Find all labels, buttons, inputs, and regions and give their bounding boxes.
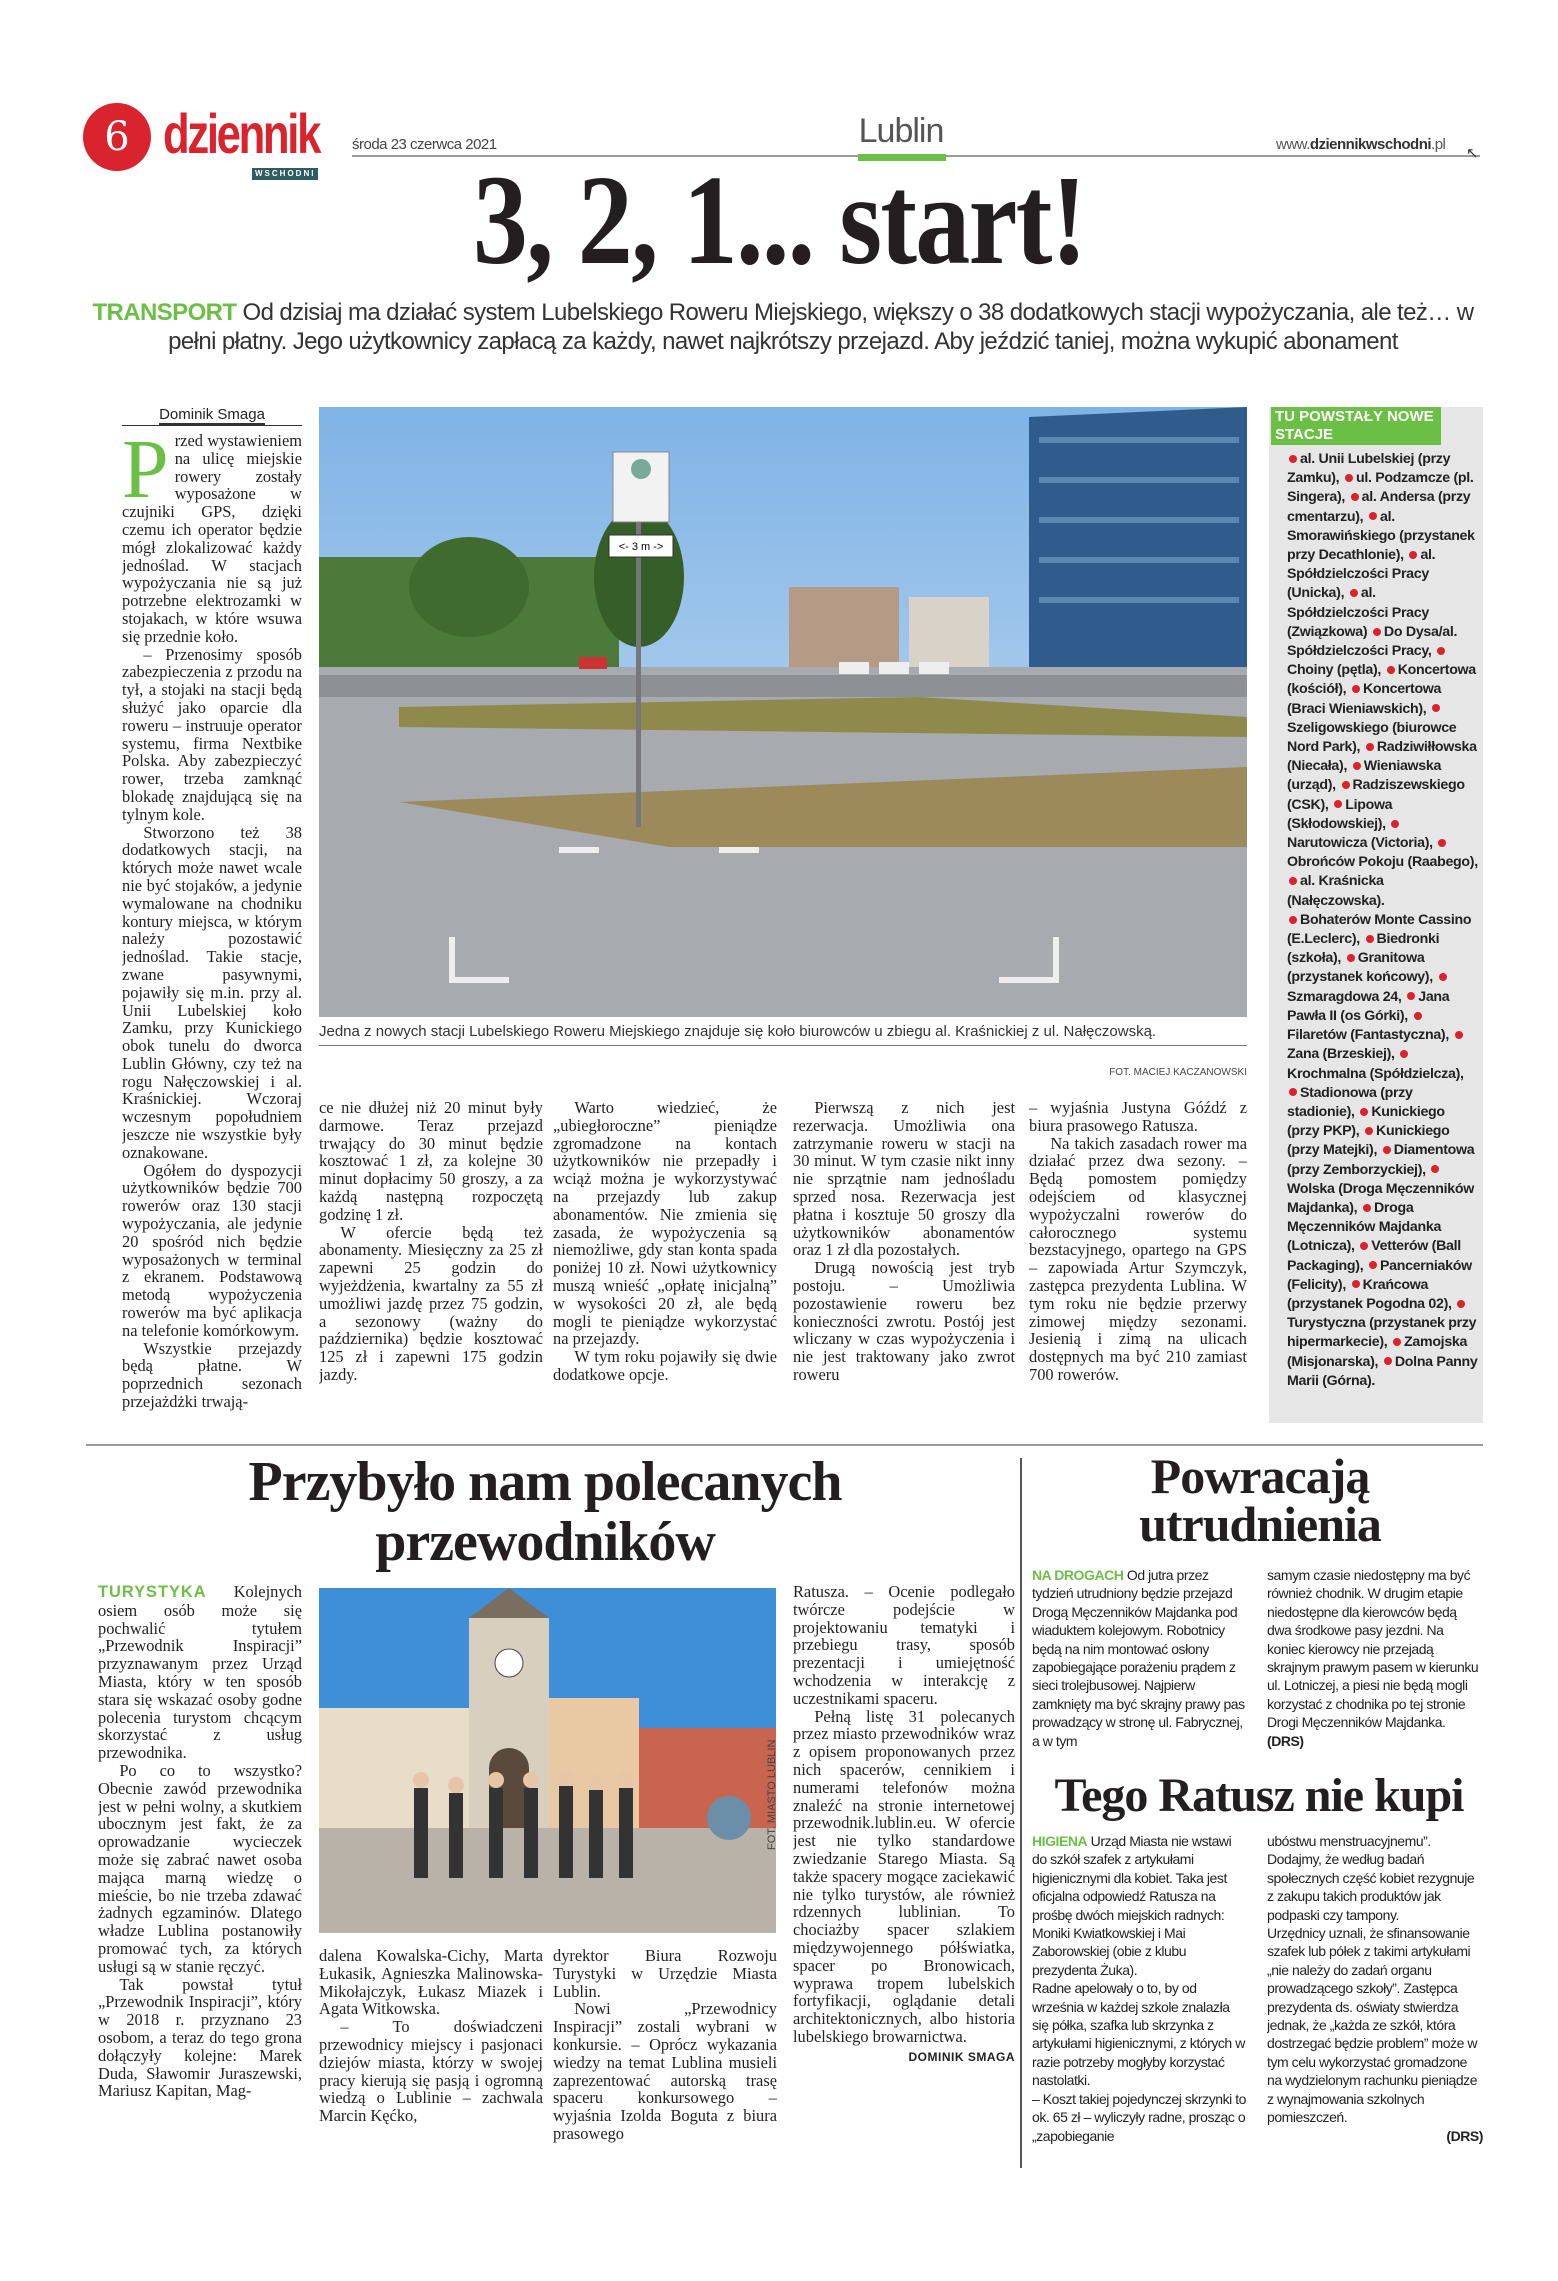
station-item: Krańcowa (przystanek Pogodna 02),	[1287, 1276, 1452, 1312]
paragraph: dyrektor Biura Rozwoju Turystyki w Urzędzie Miasta Lublin.	[553, 1947, 777, 2001]
bullet-icon	[1289, 1088, 1297, 1096]
bullet-icon	[1345, 474, 1353, 482]
station-item: Filaretów (Fantastyczna),	[1287, 1027, 1449, 1044]
hygiene-column-1	[1032, 1832, 1247, 2178]
paragraph: – Przenosimy sposób zabezpieczenia z przodu na tył, a stojaki na stacji będą służyć jako oparcie dla roweru – instruuje operator systemu, firma Nextbike Polska. Aby zabezpieczyć rower, trzeba zamknąć blokadę znajdującą się na tylnym kole.	[122, 644, 302, 824]
station-item: Bohaterów Monte Cassino (E.Leclerc),	[1287, 911, 1472, 948]
main-headline	[0, 150, 1558, 290]
station-item: Zana (Brzeskiej),	[1287, 1046, 1395, 1063]
station-item: al. Andersa (przy cmentarzu),	[1287, 489, 1471, 525]
photo-caption: Jedna z nowych stacji Lubelskiego Roweru Miejskiego znajduje się koło biurowców u zbiegu al. Kraśnickiej z ul. Nałęczowską.	[319, 1022, 1247, 1046]
station-item: Radziszewskiego (CSK),	[1287, 777, 1465, 813]
station-item: ul. Podzamcze (pl. Singera),	[1287, 470, 1474, 506]
station-item: Radziwiłłowska (Niecała),	[1287, 739, 1477, 775]
guides-signature: DOMINIK SMAGA	[908, 2049, 1015, 2064]
bullet-icon	[1289, 877, 1297, 885]
bullet-icon	[1438, 839, 1446, 847]
paragraph: Stworzono też 38 dodatkowych stacji, na których może nawet wcale nie być stojaków, a jedynie wymalowane na chodniku kontury miejsca, w którym należy pozostawić jednoślad. Takie stacje, zwane pasywnymi, pojawiły się m.in. przy al. Unii Lubelskiej koło Zamku, przy Kunickiego obok tunelu do dworca Lublin Główny, czy też na rogu Nałęczowskiej i al. Kraśnickiej. Wczoraj wczesnym popołudniem jeszcze nie wszystkie były oznakowane.	[122, 822, 302, 1162]
section-name: Lublin	[858, 112, 944, 150]
bullet-icon	[1437, 647, 1445, 655]
first-paragraph-text: Kolejnych osiem osób może się pochwalić tytułem „Przewodnik Inspiracji” przyznawanym przez Urząd Miasta, który w ten sposób stara się wskazać osoby godne polecenia turystom chcącym skorzystać z usług przewodnika.	[98, 1583, 302, 1763]
first-paragraph	[98, 1583, 302, 1762]
paragraph: – To doświadczeni przewodnicy miejscy i pasjonaci dziejów miasta, którzy w swojej pracy kierują się pasją i ogromną wiedzą o Lublinie – zachwala Marcin Kęćko,	[319, 2017, 543, 2126]
guides-group-photo	[319, 1588, 776, 1933]
bullet-icon	[1347, 954, 1355, 962]
station-item: Szeligowskiego (biurowce Nord Park),	[1287, 719, 1457, 756]
bullet-icon	[1432, 704, 1440, 712]
paragraph: Ratusza. – Ocenie podlegało twórcze podejście w projektowaniu tematyki i przebiegu trasy, sposób prezentacji i umiejętność wchodzenia w interakcję z uczestnikami spaceru.	[793, 1583, 1015, 1708]
paragraph: Urzędnicy uznali, że sfinansowanie szafek lub półek z takimi artykułami „nie należy do zadań organu prowadzącego szkoły”. Zastępca prezydenta ds. oświaty stwierdza jednak, że „każda ze szkół, która dostrzegać będzie problem” może w tym celu wykorzystać gromadzone na wydzielonym rachunku pieniądze z wynajmowania szkolnych pomieszczeń.	[1267, 1925, 1478, 2126]
bullet-icon	[1391, 820, 1399, 828]
main-column-1	[122, 432, 302, 1434]
paragraph: dalena Kowalska-Cichy, Marta Łukasik, Agnieszka Malinowska-Mikołajczyk, Łukasz Miazek i Agata Witkowska.	[319, 1947, 543, 2019]
column-divider	[1020, 1458, 1022, 2168]
bullet-icon	[1414, 1012, 1422, 1020]
roads-text-1: Od jutra przez tydzień utrudniony będzie przejazd Drogą Męczenników Majdanka pod wiaduktem kolejowym. Robotnicy będą na nim montować osłony zapobiegające porażeniu prądem z sieci trolejbusowej. Najpierw zamknięty ma być skrajny prawy pas prowadzący w stronę ul. Fabrycznej, a w tym	[1032, 1567, 1245, 1749]
main-column-4	[793, 1099, 1015, 1435]
bullet-icon	[1455, 1031, 1463, 1039]
bullet-icon	[1350, 589, 1358, 597]
bullet-icon	[1383, 1146, 1391, 1154]
station-item: Dolna Panny Marii (Górna).	[1287, 1353, 1478, 1389]
author-name: Dominik Smaga	[159, 406, 265, 426]
first-paragraph-text: Urząd Miasta nie wstawi do szkół szafek z artykułami higienicznymi dla kobiet. Taka jest oficjalna odpowiedź Ratusza na prośbę dwóch miejskich radnych: Moniki Kwiatkowskiej i Mai Zaborowskiej (obie z klubu prezydenta Żuka).	[1032, 1833, 1232, 1978]
website-suffix: .pl	[1431, 136, 1446, 153]
author-byline	[122, 406, 302, 426]
station-item: Stadionowa (przy stadionie),	[1287, 1084, 1413, 1120]
bike-station-photo	[319, 407, 1247, 1017]
main-column-2	[319, 1099, 543, 1435]
station-item: Jana Pawła II (os Górki),	[1287, 988, 1450, 1024]
main-lead	[86, 298, 1480, 356]
station-item: al. Smorawińskiego (przystanek przy Decathlonie),	[1287, 508, 1475, 564]
guides-column-3	[553, 1947, 777, 2165]
bullet-icon	[1352, 1280, 1360, 1288]
section-divider	[86, 1444, 1483, 1446]
station-item: Turystyczna (przystanek przy hipermarkecie),	[1287, 1315, 1477, 1351]
paragraph: Na takich zasadach rower ma działać przez dwa sezony. – Będą pomostem pomiędzy odejściem od klasycznej wypożyczalni rowerów do całorocznego systemu bezstacyjnego, opartego na GPS – zapowiada Artur Szymczyk, zastępca prezydenta Lublina. W tym roku nie będzie przerwy zimowej między sezonami. Jesienią i zimą na ulicach dostępnych ma być 210 zamiast 700 rowerów.	[1029, 1133, 1247, 1384]
new-stations-title: TU POWSTAŁY NOWE STACJE	[1271, 407, 1441, 445]
newspaper-logo-sub: WSCHODNI	[252, 168, 318, 180]
bullet-icon	[1334, 800, 1342, 808]
station-item: Granitowa (przystanek końcowy),	[1287, 950, 1433, 986]
cursor-icon: ↖	[1466, 146, 1479, 162]
stations-group-1	[1287, 450, 1479, 911]
station-item: al. Unii Lubelskiej (przy Zamku),	[1287, 451, 1451, 487]
lead-kicker: TRANSPORT	[92, 299, 237, 326]
newspaper-logo: dziennik	[163, 102, 320, 165]
station-item: Choiny (pętla),	[1287, 662, 1382, 679]
drop-cap: P	[122, 432, 169, 516]
station-item: Diamentowa (przy Zemborzyckiej),	[1287, 1142, 1475, 1178]
paragraph: Warto wiedzieć, że „ubiegłoroczne” pieniądze zgromadzone na kontach użytkowników nie przepadły i wciąż można je wykorzystywać na przejazdy lub zakup abonamentów. Nie zmienia się zasada, że wypożyczenia są niemożliwe, gdy stan konta spada poniżej 10 zł. Nowi użytkownicy muszą wnieść „opłatę inicjalną” w wysokości 20 zł, ale będą mogli te pieniądze wykorzystać na przejazdy.	[553, 1099, 777, 1349]
bullet-icon	[1457, 1300, 1465, 1308]
paragraph: Ogółem do dyspozycji użytkowników będzie 700 rowerów oraz 130 stacji wypożyczania, ale jedynie 20 spośród nich będzie wyposażonych w terminal z ekranem. Podstawową metodą wypożyczenia rowerów ma być aplikacja na telefonie komórkowym.	[122, 1160, 302, 1340]
paragraph: Nowi „Przewodnicy Inspiracji” zostali wybrani w konkursie. – Oprócz wykazania wiedzy na temat Lublina musieli zaprezentować autorską trasę spaceru konkursowego – wyjaśnia Izolda Boguta z biura prasowego	[553, 1999, 777, 2143]
bike-station-illustration	[319, 407, 1247, 1017]
paragraph: W ofercie będą też abonamenty. Miesięczny za 25 zł zapewni 25 godzin do wyjeżdżenia, kwartalny za 55 zł umożliwi jazdę przez 75 godzin, a sezonowy (ważny do października) będzie kosztować 125 zł i zapewni 175 godzin jazdy.	[319, 1222, 543, 1384]
station-item: Do Dysa/al. Spółdzielczości Pracy,	[1287, 623, 1458, 660]
lead-text: Od dzisiaj ma działać system Lubelskiego Roweru Miejskiego, większy o 38 dodatkowych stacji wypożyczania, ale też… w pełni płatny. Jego użytkownicy zapłacą za każdy, nawet najkrótszy przejazd. Aby jeździć taniej, można wykupić abonament	[168, 299, 1474, 355]
paragraph: Wszystkie przejazdy będą płatne. W poprzednich sezonach przejażdżki trwają-	[122, 1338, 302, 1412]
guides-column-1	[98, 1583, 302, 2165]
main-column-3	[553, 1099, 777, 1435]
bullet-icon	[1360, 1242, 1368, 1250]
guides-photo-credit: FOT. MIASTO LUBLIN	[766, 1739, 778, 1850]
main-column-5	[1029, 1099, 1247, 1435]
bullet-icon	[1352, 685, 1360, 693]
paragraph: ubóstwu menstruacyjnemu”. Dodajmy, że według badań społecznych część kobiet rezygnuje z zakupu takich produktów jak podpaski czy tampony.	[1267, 1833, 1475, 1923]
bullet-icon	[1373, 628, 1381, 636]
station-item: al. Kraśnicka (Nałęczowska).	[1287, 873, 1385, 909]
station-item: Pancerniaków (Felicity),	[1287, 1257, 1472, 1293]
station-item: Wolska (Droga Męczenników Majdanka),	[1287, 1180, 1474, 1216]
paragraph: Pierwszą z nich jest rezerwacja. Umożliwia ona zatrzymanie roweru w stacji na 30 minut. W tym czasie nikt inny nie sprzątnie nam jednośladu sprzed nosa. Rezerwacja jest płatna i kosztuje 50 groszy dla użytkowników abonamentów oraz 1 zł dla pozostałych.	[793, 1099, 1015, 1260]
paragraph: W tym roku pojawiły się dwie dodatkowe opcje.	[553, 1347, 777, 1384]
bullet-icon	[1289, 455, 1297, 463]
station-item: Koncertowa (kościół),	[1287, 662, 1476, 698]
bullet-icon	[1369, 1261, 1377, 1269]
issue-date: środa 23 czerwca 2021	[352, 136, 497, 153]
website-prefix: www.	[1276, 136, 1310, 153]
station-item: Obrońców Pokoju (Raabego),	[1287, 854, 1478, 871]
station-item: Kunickiego (przy PKP),	[1287, 1103, 1445, 1140]
guides-column-4	[793, 1583, 1015, 2168]
hygiene-kicker: HIGIENA	[1032, 1833, 1088, 1849]
guides-headline: Przybyło nam polecanych przewodników	[248, 1451, 842, 1573]
station-item: Lipowa (Skłodowskiej),	[1287, 796, 1393, 832]
bullet-icon	[1387, 666, 1395, 674]
station-item: Wieniawska (urząd),	[1287, 758, 1442, 794]
roads-signature: (DRS)	[1267, 1732, 1304, 1749]
station-item: Vetterów (Ball Packaging),	[1287, 1238, 1461, 1274]
guides-kicker: TURYSTYKA	[98, 1583, 207, 1601]
bullet-icon	[1363, 1204, 1371, 1212]
bullet-icon	[1431, 1165, 1439, 1173]
bullet-icon	[1409, 551, 1417, 559]
first-paragraph	[1032, 1832, 1247, 1979]
station-item: Droga Męczenników Majdanka (Lotnicza),	[1287, 1199, 1442, 1255]
roads-column-2	[1267, 1566, 1483, 1756]
roads-headline: Powracają utrudnienia	[1139, 1448, 1381, 1552]
paragraph: Radne apelowały o to, by od września w każdej szkole znalazła się półka, szafka lub skrzynka z artykułami higienicznymi, z których w razie potrzeby mogłyby korzystać nastolatki.	[1032, 1980, 1245, 2089]
bullet-icon	[1353, 762, 1361, 770]
station-item: Kunickiego (przy Matejki),	[1287, 1123, 1450, 1159]
paragraph: Pełną listę 31 polecanych przez miasto przewodników wraz z opisem proponowanych przez nich spacerów, cennikiem i numerami telefonów można znaleźć na stronie internetowej przewodnik.lublin.eu. W ofercie jest nie tylko standardowe zwiedzanie Starego Miasta. Są także spacery mogące zaciekawić nie tylko turystów, ale również rdzennych lublinian. To chociażby spacer szlakiem międzywojennego półświatka, spacer po Bronowicach, wyprawa tropem lubelskich fortyfikacji, oglądanie detali architektonicznych, albo historia lubelskiego browarnictwa.	[793, 1706, 1015, 2046]
station-item: al. Spółdzielczości Pracy (Związkowa)	[1287, 585, 1429, 640]
hygiene-headline: Tego Ratusz nie kupi	[1054, 1769, 1464, 1822]
station-item: Zamojska (Misjonarska),	[1287, 1334, 1468, 1370]
sign-text: <- 3 m ->	[618, 541, 664, 553]
bullet-icon	[1393, 1338, 1401, 1346]
website-domain: dziennikwschodni	[1309, 136, 1432, 153]
paragraph: ce nie dłużej niż 20 minut były darmowe. Teraz przejazd trwający do 30 minut będzie kosztować 1 zł, za kolejne 30 minut dopłacimy 50 groszy, a za każdą następną rozpoczętą godzinę 1 zł.	[319, 1099, 543, 1224]
bullet-icon	[1342, 781, 1350, 789]
bullet-icon	[1407, 992, 1415, 1000]
station-item: Szmaragdowa 24,	[1287, 988, 1402, 1005]
first-paragraph	[122, 432, 302, 646]
station-item: Krochmalna (Spółdzielcza),	[1287, 1065, 1464, 1082]
new-stations-list	[1287, 450, 1479, 1391]
bullet-icon	[1384, 1357, 1392, 1365]
bullet-icon	[1366, 935, 1374, 943]
station-item: Koncertowa (Braci Wieniawskich),	[1287, 681, 1442, 717]
hygiene-column-2	[1267, 1832, 1483, 2178]
bullet-icon	[1439, 973, 1447, 981]
first-paragraph-text: rzed wystawieniem na ulicę miejskie rowery zostały wyposażone w czujniki GPS, dzięki czemu ich operator będzie mógł zlokalizować każdy jednoślad. W stacjach wypożyczania nie są już potrzebne elektrozamki w stojakach, w które wsuwa się przednie koło.	[122, 432, 302, 646]
station-item: Biedronki (szkoła),	[1287, 931, 1440, 967]
roads-column-1	[1032, 1566, 1247, 1756]
station-item: Narutowicza (Victoria),	[1287, 835, 1433, 852]
bullet-icon	[1365, 1127, 1373, 1135]
main-headline-text: 3, 2, 1... start!	[472, 149, 1086, 291]
photo-credit: FOT. MACIEJ KACZANOWSKI	[1109, 1067, 1247, 1078]
roads-kicker: NA DROGACH	[1032, 1567, 1124, 1583]
paragraph: – wyjaśnia Justyna Góźdź z biura prasowego Ratusza.	[1029, 1099, 1247, 1135]
bullet-icon	[1289, 916, 1297, 924]
paragraph: Po co to wszystko? Obecnie zawód przewodnika jest w pełni wolny, a skutkiem ubocznym jest fakt, że za oprowadzanie wycieczek może się zabrać nawet osoba mająca marną wiedzę o mieście, bo nie trzeba zdawać żadnych egzaminów. Dlatego władze Lublina postanowiły promować tych, za których usługi są w stanie ręczyć.	[98, 1760, 302, 1976]
bullet-icon	[1369, 512, 1377, 520]
bullet-icon	[1366, 743, 1374, 751]
paragraph: – Koszt takiej pojedynczej skrzynki to ok. 65 zł – wyliczyły radne, prosząc o „zapobieganie	[1032, 2090, 1247, 2144]
bullet-icon	[1351, 493, 1359, 501]
page-number: 6	[83, 103, 151, 171]
roads-text-2: samym czasie niedostępny ma być również chodnik. W drugim etapie niedostępne dla kierowców będą dwa środkowe pasy jezdni. Na koniec kierowcy nie przejadą skrajnym prawym pasem w kierunku ul. Lotniczej, a piesi nie będą mogli korzystać z chodnika po tej stronie Drogi Męczenników Majdanka.	[1267, 1567, 1479, 1731]
station-item: al. Spółdzielczości Pracy (Unicka),	[1287, 547, 1436, 602]
bullet-icon	[1400, 1050, 1408, 1058]
paragraph: Tak powstał tytuł „Przewodnik Inspiracji”, który w 2018 r. przyznano 23 osobom, a teraz do tego grona dołączyły kolejne: Marek Duda, Sławomir Juraszewski, Mariusz Kapitan, Mag-	[98, 1974, 302, 2101]
paragraph: Drugą nowością jest tryb postoju. – Umożliwia pozostawienie roweru bez konieczności zwrotu. Postój jest wliczany w czas wypożyczenia i nie jest traktowany jako zwrot roweru	[793, 1258, 1015, 1384]
bullet-icon	[1360, 1108, 1368, 1116]
old-town-illustration	[319, 1588, 776, 1933]
stations-group-2	[1287, 911, 1479, 1391]
guides-column-2	[319, 1947, 543, 2165]
hygiene-signature: (DRS)	[1446, 2127, 1483, 2144]
